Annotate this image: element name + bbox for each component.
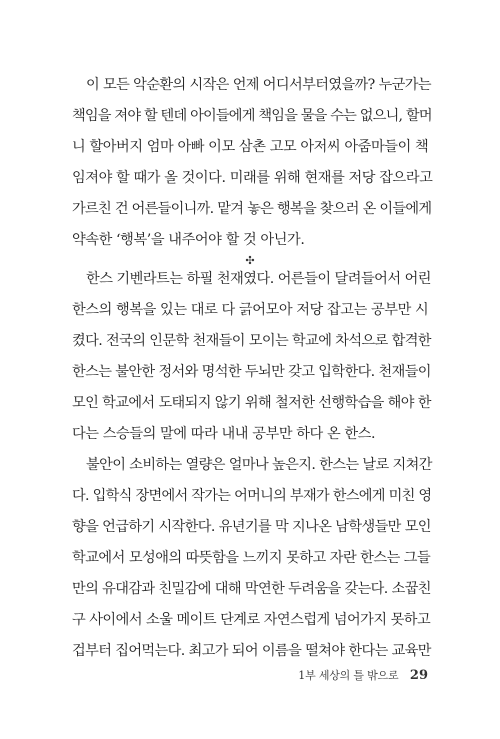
text-line: 구 사이에서 소울 메이트 단계로 자연스럽게 넘어가지 못하고 (72, 612, 431, 628)
text-line: 향을 언급하기 시작한다. 유년기를 막 지나온 남학생들만 모인 (72, 519, 431, 535)
text-line: 임져야 할 때가 올 것이다. 미래를 위해 현재를 저당 잡으라고 (72, 170, 433, 186)
text-line: 책임을 져야 할 텐데 아이들에게 책임을 물을 수는 없으니, 할머 (72, 108, 432, 124)
section-divider-ornament: ✣ (245, 254, 255, 267)
text-line: 불안이 소비하는 열량은 얼마나 높은지. 한스는 날로 지쳐간 (86, 457, 432, 473)
paragraph-3 (72, 450, 432, 667)
text-line: 니 할아버지 엄마 아빠 이모 삼촌 고모 아저씨 아줌마들이 책 (72, 139, 429, 155)
text-line: 다. 입학식 장면에서 작가는 어머니의 부재가 한스에게 미친 영 (72, 488, 432, 504)
page-number: 29 (409, 668, 428, 683)
text-line: 한스 기벤라트는 하필 천재였다. 어른들이 달려들어서 어린 (86, 271, 431, 287)
text-line: 다는 스승들의 말에 따라 내내 공부만 하다 온 한스. (72, 426, 376, 442)
text-line: 이 모든 악순환의 시작은 언제 어디서부터였을까? 누군가는 (86, 77, 431, 93)
text-line: 한스의 행복을 있는 대로 다 긁어모아 저당 잡고는 공부만 시 (72, 302, 429, 318)
text-line: 학교에서 모성애의 따뜻함을 느끼지 못하고 자란 한스는 그들 (72, 550, 431, 566)
text-line: 모인 학교에서 도태되지 않기 위해 철저한 선행학습을 해야 한 (72, 395, 431, 411)
page-footer (298, 667, 428, 685)
text-line: 겁부터 집어먹는다. 최고가 되어 이름을 떨쳐야 한다는 교육만 (72, 643, 431, 659)
running-footer-section-title: 1부 세상의 틀 밖으로 (298, 669, 399, 682)
paragraph-1 (72, 70, 432, 256)
text-line: 한스는 불안한 정서와 명석한 두뇌만 갖고 입학한다. 천재들이 (72, 364, 431, 380)
text-line: 만의 유대감과 친밀감에 대해 막연한 두려움을 갖는다. 소꿉친 (72, 581, 431, 597)
text-line: 켰다. 전국의 인문학 천재들이 모이는 학교에 차석으로 합격한 (72, 333, 431, 349)
text-line: 가르친 건 어른들이니까. 맡겨 놓은 행복을 찾으러 온 이들에게 (72, 201, 432, 217)
paragraph-2 (72, 264, 432, 450)
text-line: 약속한 ‘행복’을 내주어야 할 것 아닌가. (72, 232, 305, 248)
